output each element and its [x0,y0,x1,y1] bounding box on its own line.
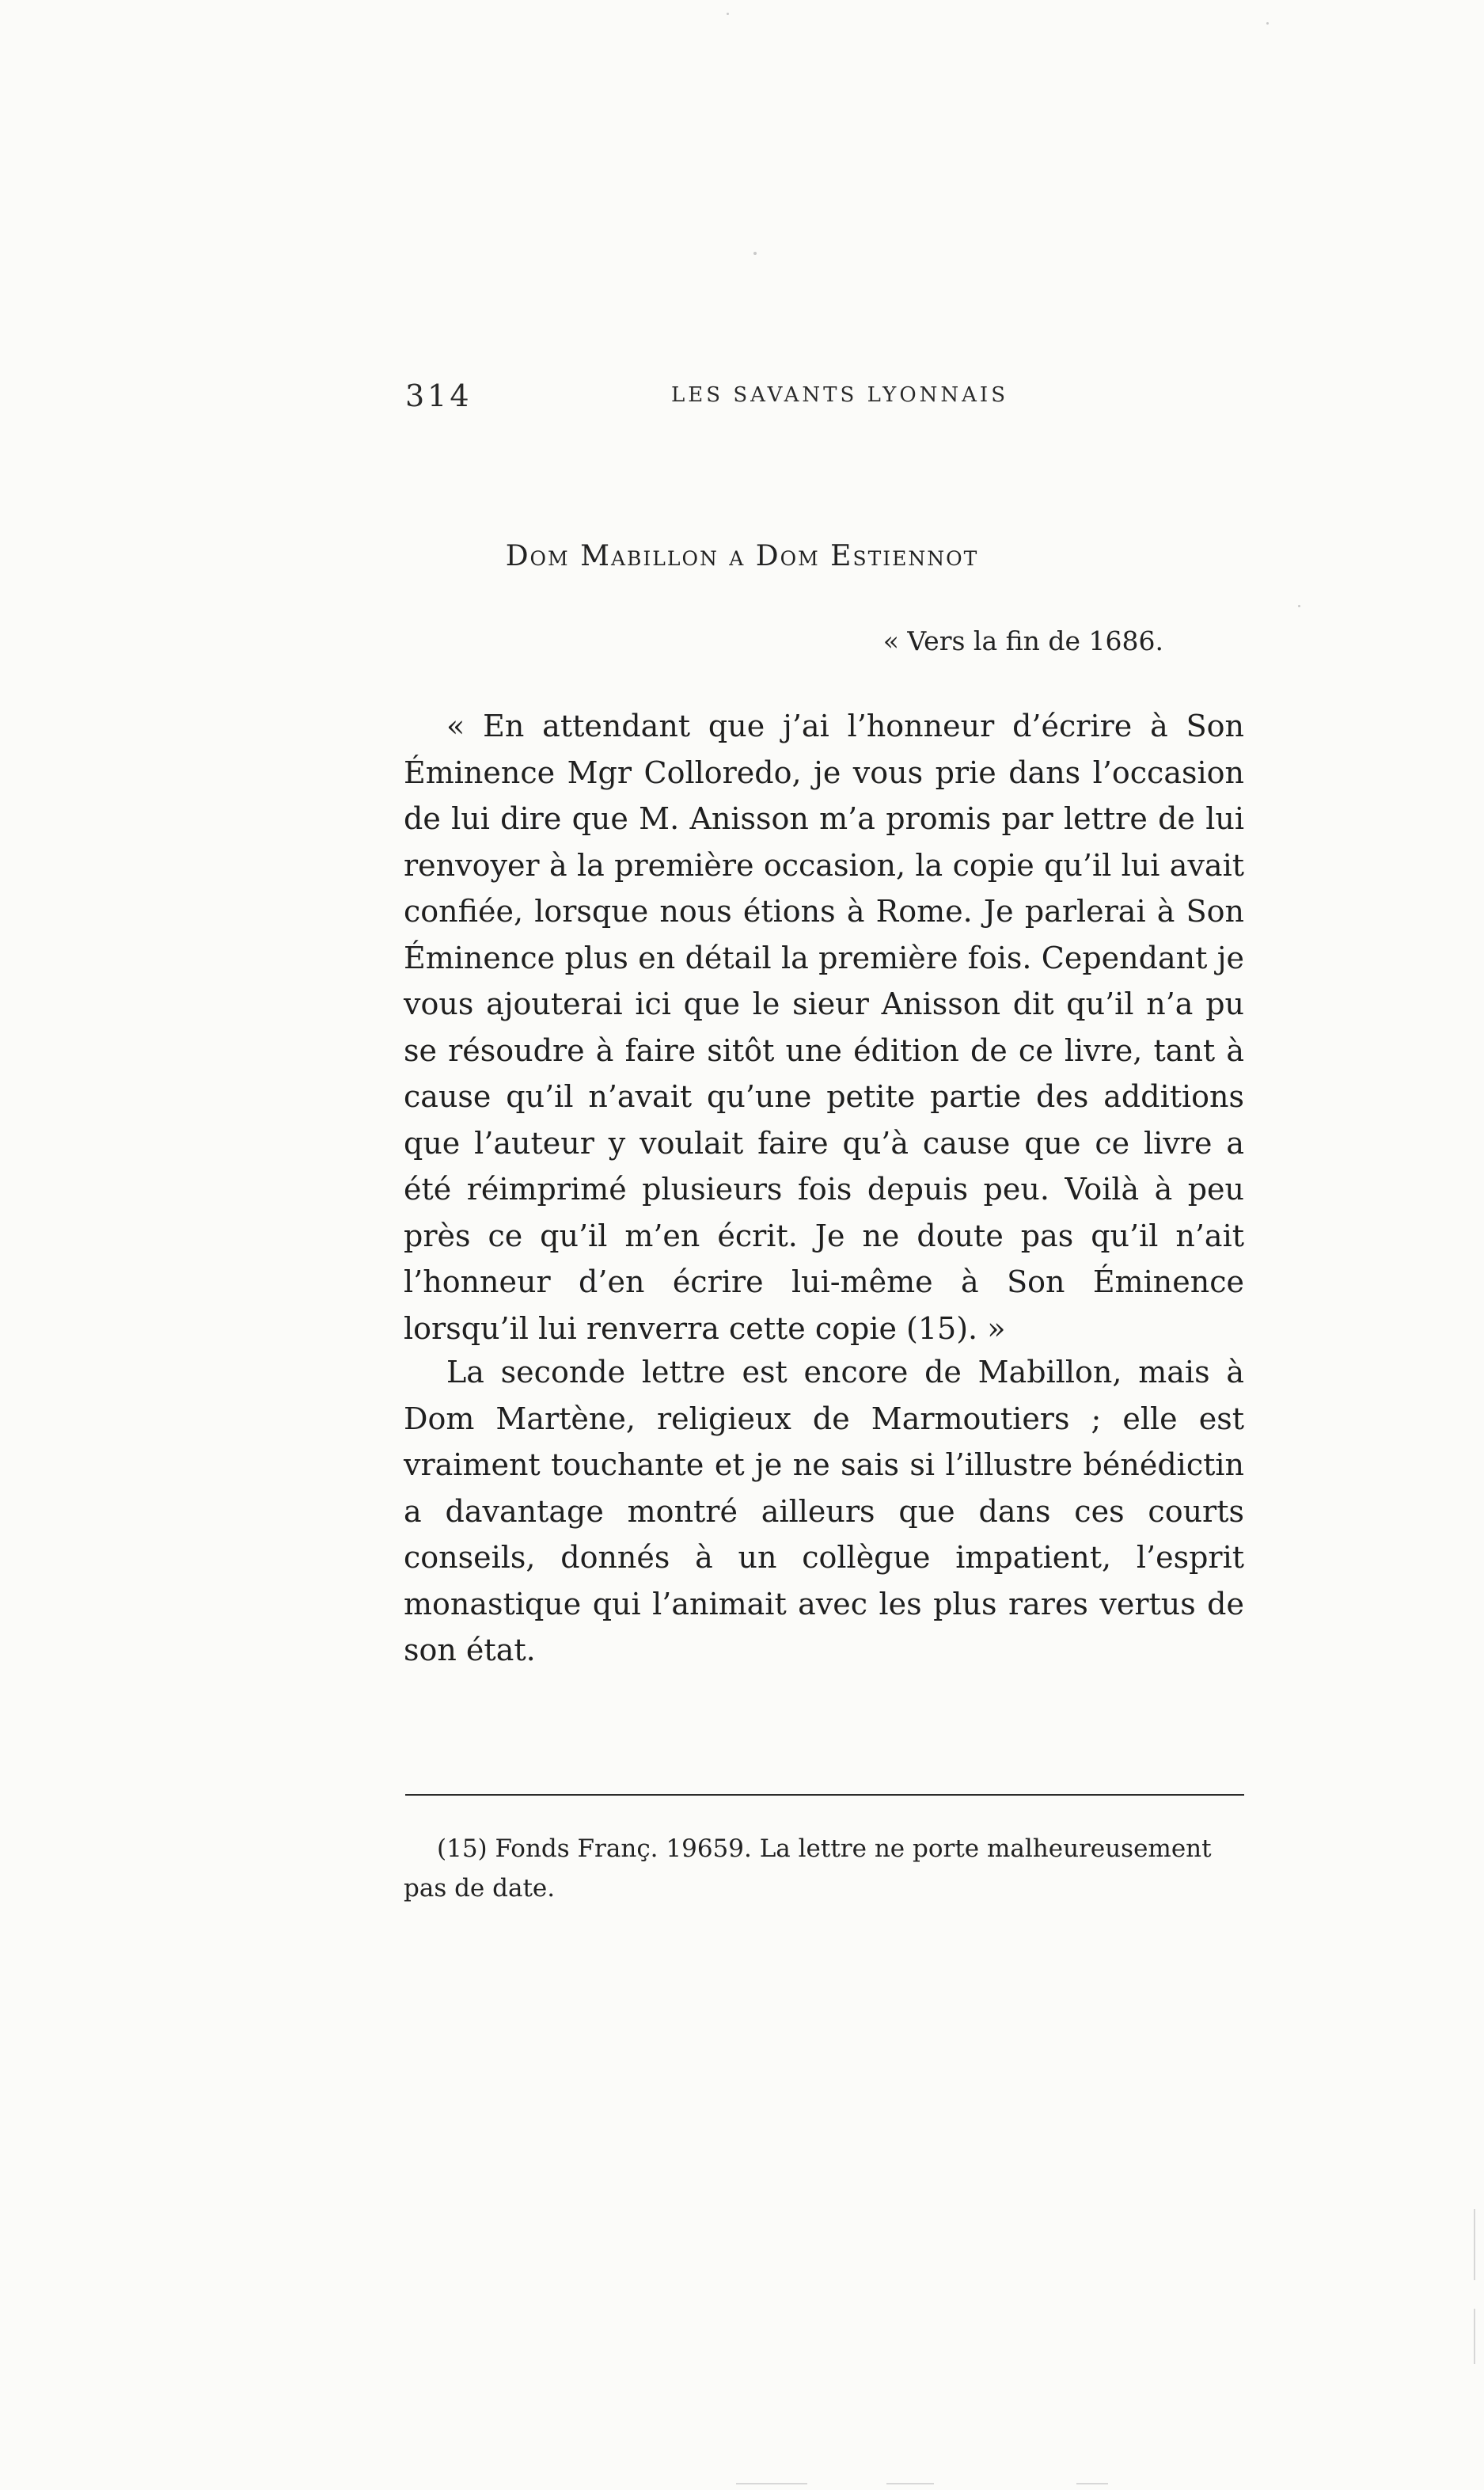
footnote-divider [405,1794,1244,1796]
body-paragraph: La seconde lettre est encore de Mabillon, mais à Dom Martène, religieux de Marmoutiers ; elle est vraiment touchante et je ne sais si l’illustre bénédictin a davantage montré ailleurs que dans ces courts conseils, donnés à un collègue impatient, l’esprit monastique qui l’animait avec les plus rares vertus de son état. [404,1355,1244,1667]
footnote: (15) Fonds Franç. 19659. La lettre ne porte malheureusement pas de date. [404,1834,1212,1903]
running-head-title: LES SAVANTS LYONNAIS [671,383,1009,407]
page-number: 314 [405,378,473,413]
running-head [405,378,1244,418]
scan-edge-mark [1474,2309,1475,2364]
scan-speck [1298,605,1300,607]
scan-speck [753,252,757,255]
scan-edge-mark [886,2483,934,2484]
letter-dateline: « Vers la fin de 1686. [882,625,1163,656]
letter-title: Dom Mabillon a Dom Estiennot [505,540,979,572]
scan-speck [727,13,729,15]
quoted-letter-text: « En attendant que j’ai l’honneur d’écrire à Son Éminence Mgr Colloredo, je vous prie dans l’occasion de lui dire que M. Anisson m’a promis par lettre de lui renvoyer à la première occasion, la copie qu’il lui avait confiée, lorsque nous étions à Rome. Je parlerai à Son Éminence plus en détail la première fois. Cependant je vous ajouterai ici que le sieur Anisson dit qu’il n’a pu se résoudre à faire sitôt une édition de ce livre, tant à cause qu’il n’avait qu’une petite partie des additions que l’auteur y voulait faire qu’à cause que ce livre a été réimprimé plusieurs fois depuis peu. Voilà à peu près ce qu’il m’en écrit. Je ne doute pas qu’il n’ait l’honneur d’en écrire lui-même à Son Éminence lorsqu’il lui renverra cette copie (15). » [404,709,1244,1346]
scan-edge-mark [736,2483,807,2484]
scan-edge-mark [1474,2209,1475,2280]
scan-speck [1266,22,1269,25]
scan-edge-mark [1076,2483,1108,2484]
